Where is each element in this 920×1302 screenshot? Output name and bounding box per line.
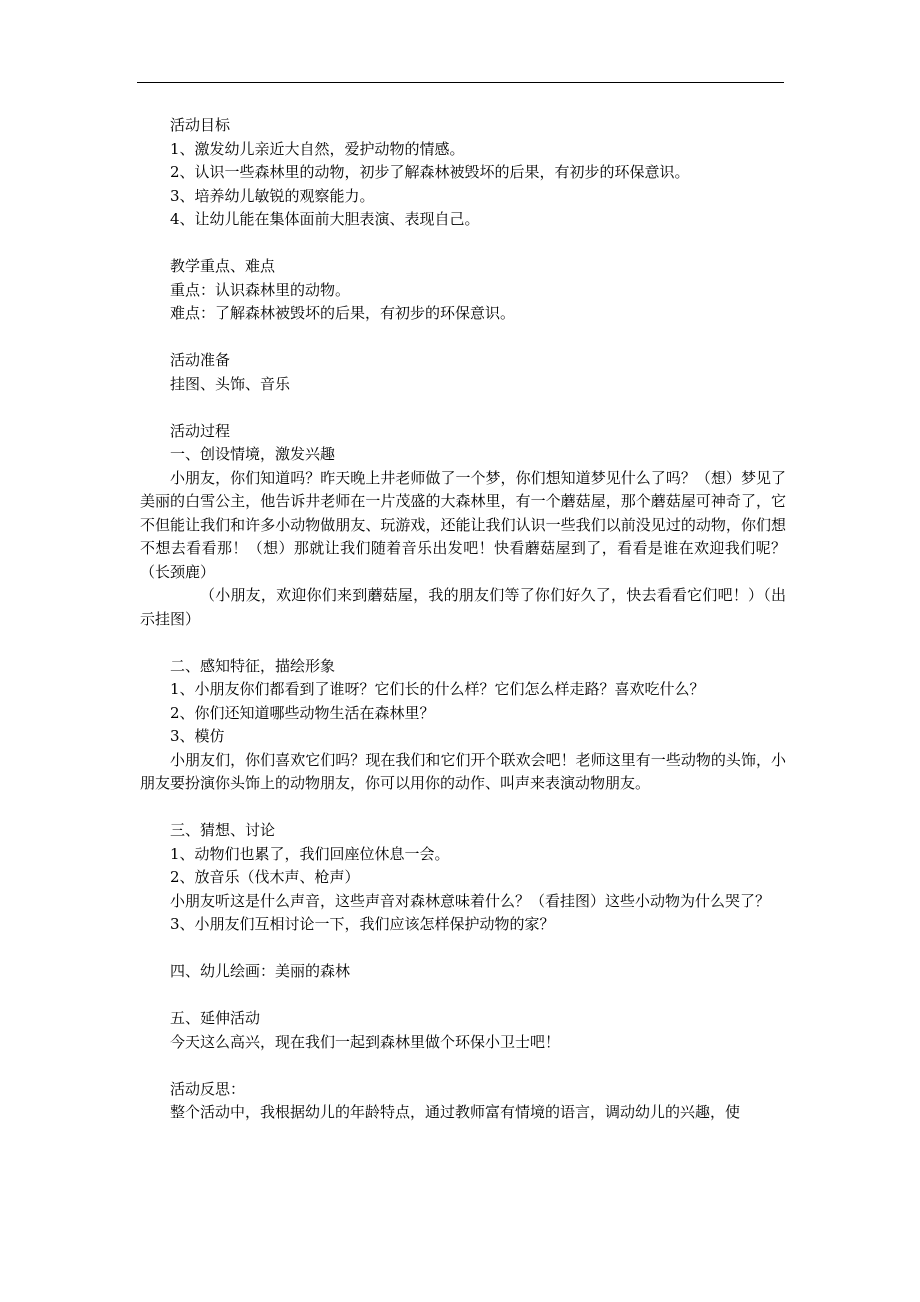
part3-step: 1、动物们也累了，我们回座位休息一会。 xyxy=(170,844,450,863)
goal-item: 2、认识一些森林里的动物，初步了解森林被毁坏的后果，有初步的环保意识。 xyxy=(170,163,690,181)
goals-heading: 活动目标 xyxy=(170,116,231,134)
goal-item: 4、让幼儿能在集体面前大胆表演、表现自己。 xyxy=(170,210,480,228)
part5-text: 今天这么高兴，现在我们一起到森林里做个环保小卫士吧！ xyxy=(170,1032,561,1051)
reflection-text: 整个活动中，我根据幼儿的年龄特点，通过教师富有情境的语言，调动幼儿的兴趣，使 xyxy=(170,1103,741,1121)
document-body xyxy=(140,114,786,1125)
part3-step: 2、放音乐（伐木声、枪声） xyxy=(170,868,360,886)
process-heading: 活动过程 xyxy=(170,421,231,440)
difficulty-point: 难点：了解森林被毁坏的后果，有初步的环保意识。 xyxy=(170,304,516,322)
spacer xyxy=(170,326,786,350)
part5-title: 五、延伸活动 xyxy=(170,1009,261,1027)
spacer xyxy=(170,232,786,256)
reflection-heading: 活动反思： xyxy=(170,1079,246,1098)
part1-paragraph: 小朋友，你们知道吗？昨天晚上井老师做了一个梦，你们想知道梦见什么了吗？（想）梦见了美丽的白雪公主，他告诉井老师在一片茂盛的大森林里，有一个蘑菇屋，那个蘑菇屋可神奇了，它不但能让我们和许多小动物做朋友、玩游戏，还能让我们认识一些我们以前没见过的动物，你们想不想去看看那！（想）那就让我们随着音乐出发吧！快看蘑菇屋到了，看看是谁在欢迎我们呢？（长颈鹿） xyxy=(140,468,786,581)
header-rule xyxy=(137,82,784,83)
part3-step: 3、小朋友们互相讨论一下，我们应该怎样保护动物的家？ xyxy=(170,915,555,933)
part2-question: 3、模仿 xyxy=(170,727,225,745)
key-points-heading: 教学重点、难点 xyxy=(170,257,276,275)
preparation-heading: 活动准备 xyxy=(170,351,231,369)
spacer xyxy=(170,396,786,420)
goal-item: 3、培养幼儿敏锐的观察能力。 xyxy=(170,186,375,205)
preparation-materials: 挂图、头饰、音乐 xyxy=(170,374,291,393)
spacer xyxy=(170,796,786,820)
part3-paragraph: 小朋友听这是什么声音，这些声音对森林意味着什么？（看挂图）这些小动物为什么哭了？ xyxy=(170,891,771,910)
part1-aside: （小朋友，欢迎你们来到蘑菇屋，我的朋友们等了你们好久了，快去看看它们吧！）（出示挂图） xyxy=(140,586,786,628)
spacer xyxy=(170,631,786,655)
part2-title: 二、感知特征，描绘形象 xyxy=(170,656,336,675)
part3-title: 三、猜想、讨论 xyxy=(170,821,276,839)
part1-title: 一、创设情境，激发兴趣 xyxy=(170,445,336,463)
part2-question: 2、你们还知道哪些动物生活在森林里？ xyxy=(170,703,435,722)
part2-question: 1、小朋友你们都看到了谁呀？它们长的什么样？它们怎么样走路？喜欢吃什么？ xyxy=(170,680,705,698)
goal-item: 1、激发幼儿亲近大自然，爱护动物的情感。 xyxy=(170,139,465,158)
spacer xyxy=(170,937,786,961)
spacer xyxy=(170,984,786,1008)
focus-point: 重点：认识森林里的动物。 xyxy=(170,280,351,299)
spacer xyxy=(170,1054,786,1078)
part2-paragraph: 小朋友们，你们喜欢它们吗？现在我们和它们开个联欢会吧！老师这里有一些动物的头饰，小朋友要扮演你头饰上的动物朋友，你可以用你的动作、叫声来表演动物朋友。 xyxy=(140,750,786,792)
part4-title: 四、幼儿绘画：美丽的森林 xyxy=(170,962,351,980)
